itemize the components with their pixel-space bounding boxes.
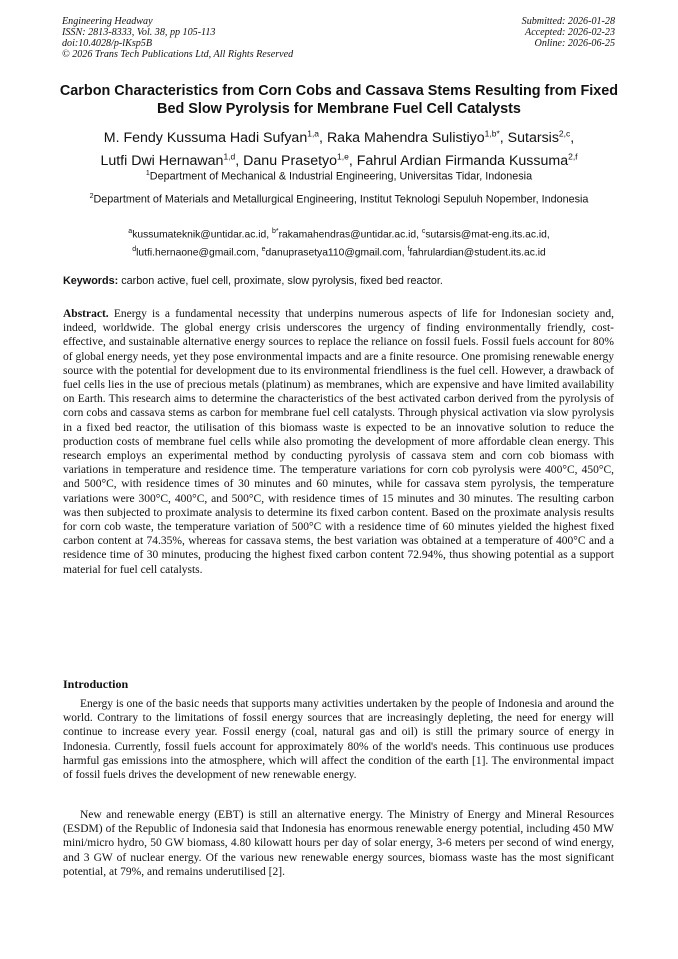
author-emails: $^a$kussumateknik@untidar.ac.id, $^{b*}$rakamahendras@untidar.ac.id, $^c$sutarsis@mat-eng.its.ac.id, $^d$lutfi.hernaone@gmail.com, $^e$danuprasetya110@gmail.com, $^f$fahrulardian@student.its.ac.id [128, 228, 550, 259]
section-heading-introduction: Introduction [63, 677, 129, 691]
author: Sutarsis$^{2,c}$, [507, 128, 575, 146]
author: M. Fendy Kussuma Hadi Sufyan$^{1,a}$, [103, 128, 327, 146]
journal-info [62, 16, 293, 60]
author: Danu Prasetyo$^{1,e}$, [243, 151, 357, 170]
accepted-date: Accepted: 2026-02-23 [525, 27, 615, 38]
journal-issn: ISSN: 2813-8333, Vol. 38, pp 105-113 [62, 27, 216, 38]
online-date: Online: 2026-06-25 [534, 38, 615, 49]
journal-doi: doi:10.4028/p-lKsp5B [62, 38, 153, 49]
keywords [63, 274, 617, 288]
submission-dates [522, 16, 615, 49]
keywords-text: carbon active, fuel cell, proximate, slow pyrolysis, fixed bed reactor. [118, 275, 443, 287]
author: Lutfi Dwi Hernawan$^{1,d}$, [100, 151, 244, 170]
abstract-label: Abstract. [63, 308, 109, 320]
intro-paragraph-1: Energy is one of the basic needs that supports many activities undertaken by the people of Indonesia and around the world. Contrary to the limitations of fossil energy sources that are increasingly depleting, the need for energy will continue to increase every year. Fossil energy (coal, natural gas and oil) is still the primary source of energy in Indonesia. Currently, fossil fuels account for approximately 80% of the world's needs. This continuous use produces harmful gas emissions into the atmosphere, which will affect the condition of the earth [1]. The environmental impact of fossil fuels drives the development of new renewable energy. [63, 698, 614, 782]
affiliation-2: $^2$Department of Materials and Metallurgical Engineering, Institut Teknologi Sepuluh Nopember, Indonesia [89, 193, 589, 206]
submitted-date: Submitted: 2026-01-28 [521, 16, 615, 27]
author: Raka Mahendra Sulistiyo$^{1,b*}$, [326, 128, 508, 146]
keywords-label: Keywords: [63, 275, 119, 287]
abstract-text: Energy is a fundamental necessity that underpins numerous aspects of life for Indonesian society and, indeed, worldwide. The global energy crisis underscores the urgency of finding environmentally friendly, cost-effective, and sustainable alternative energy sources to replace the reliance on fossil fuels. Fossil fuels account for 80% of global energy needs, yet they pose environmental impacts and are a finite resource. One promising renewable energy source with the potential for development due to its environmental friendliness is the fuel cell. However, a drawback of fuel cells lies in the use of precious metals (platinum) as membranes, which are expensive and have limited availability on Earth. This research aims to determine the characteristics of the best activated carbon derived from the pyrolysis of corn cobs and cassava stems as carbon for membrane fuel cell catalysts. Through physical activation via slow pyrolysis in a fixed bed reactor, the utilisation of this biomass waste is expected to be an innovative solution to reduce the production costs of membrane fuel cells while also promoting the development of more affordable clean energy. This research employs an experimental method by conducting pyrolysis of cassava stem and corn cob biomass with variations in temperature and residence time. The temperature variations for corn cob pyrolysis were 400°C, 450°C, and 500°C, with residence times of 30 minutes and 60 minutes, while for cassava stem pyrolysis, the temperature variations were 300°C, 400°C, and 500°C, with residence times of 15 minutes and 30 minutes. The resulting carbon was then subjected to proximate analysis to determine its fixed carbon content. Based on the proximate analysis results for corn cob waste, the temperature variation of 500°C with a residence time of 60 minutes yielded the highest fixed carbon content at 74.35%, whereas for cassava stems, the best variation was obtained at a temperature of 400°C and a residence time of 30 minutes, producing the highest fixed carbon content 72.94%, thus showing potential as a support material for fuel cell catalysts. [63, 308, 614, 576]
journal-name: Engineering Headway [62, 16, 153, 27]
author: Fahrul Ardian Firmanda Kussuma$^{2,f}$ [356, 151, 578, 170]
journal-copyright: © 2026 Trans Tech Publications Ltd, All Rights Reserved [62, 49, 294, 60]
affiliation-1: $^1$Department of Mechanical & Industrial Engineering, Universitas Tidar, Indonesia [145, 170, 533, 183]
paper-title: Carbon Characteristics from Corn Cobs and Cassava Stems Resulting from Fixed Bed Slow Pyrolysis for Membrane Fuel Cell Catalysts [59, 83, 619, 117]
abstract [63, 307, 614, 577]
intro-paragraph-2: New and renewable energy (EBT) is still an alternative energy. The Ministry of Energy and Mineral Resources (ESDM) of the Republic of Indonesia said that Indonesia has enormous renewable energy potential, including 450 MW mini/micro hydro, 50 GW biomass, 4.80 kilowatt hours per day of solar energy, 3-6 meters per second of wind energy, and 3 GW of nuclear energy. Of the various new renewable energy sources, biomass waste has the most significant potential, at 79%, and remains underutilised [2]. [63, 809, 614, 878]
author-list [40, 124, 638, 171]
